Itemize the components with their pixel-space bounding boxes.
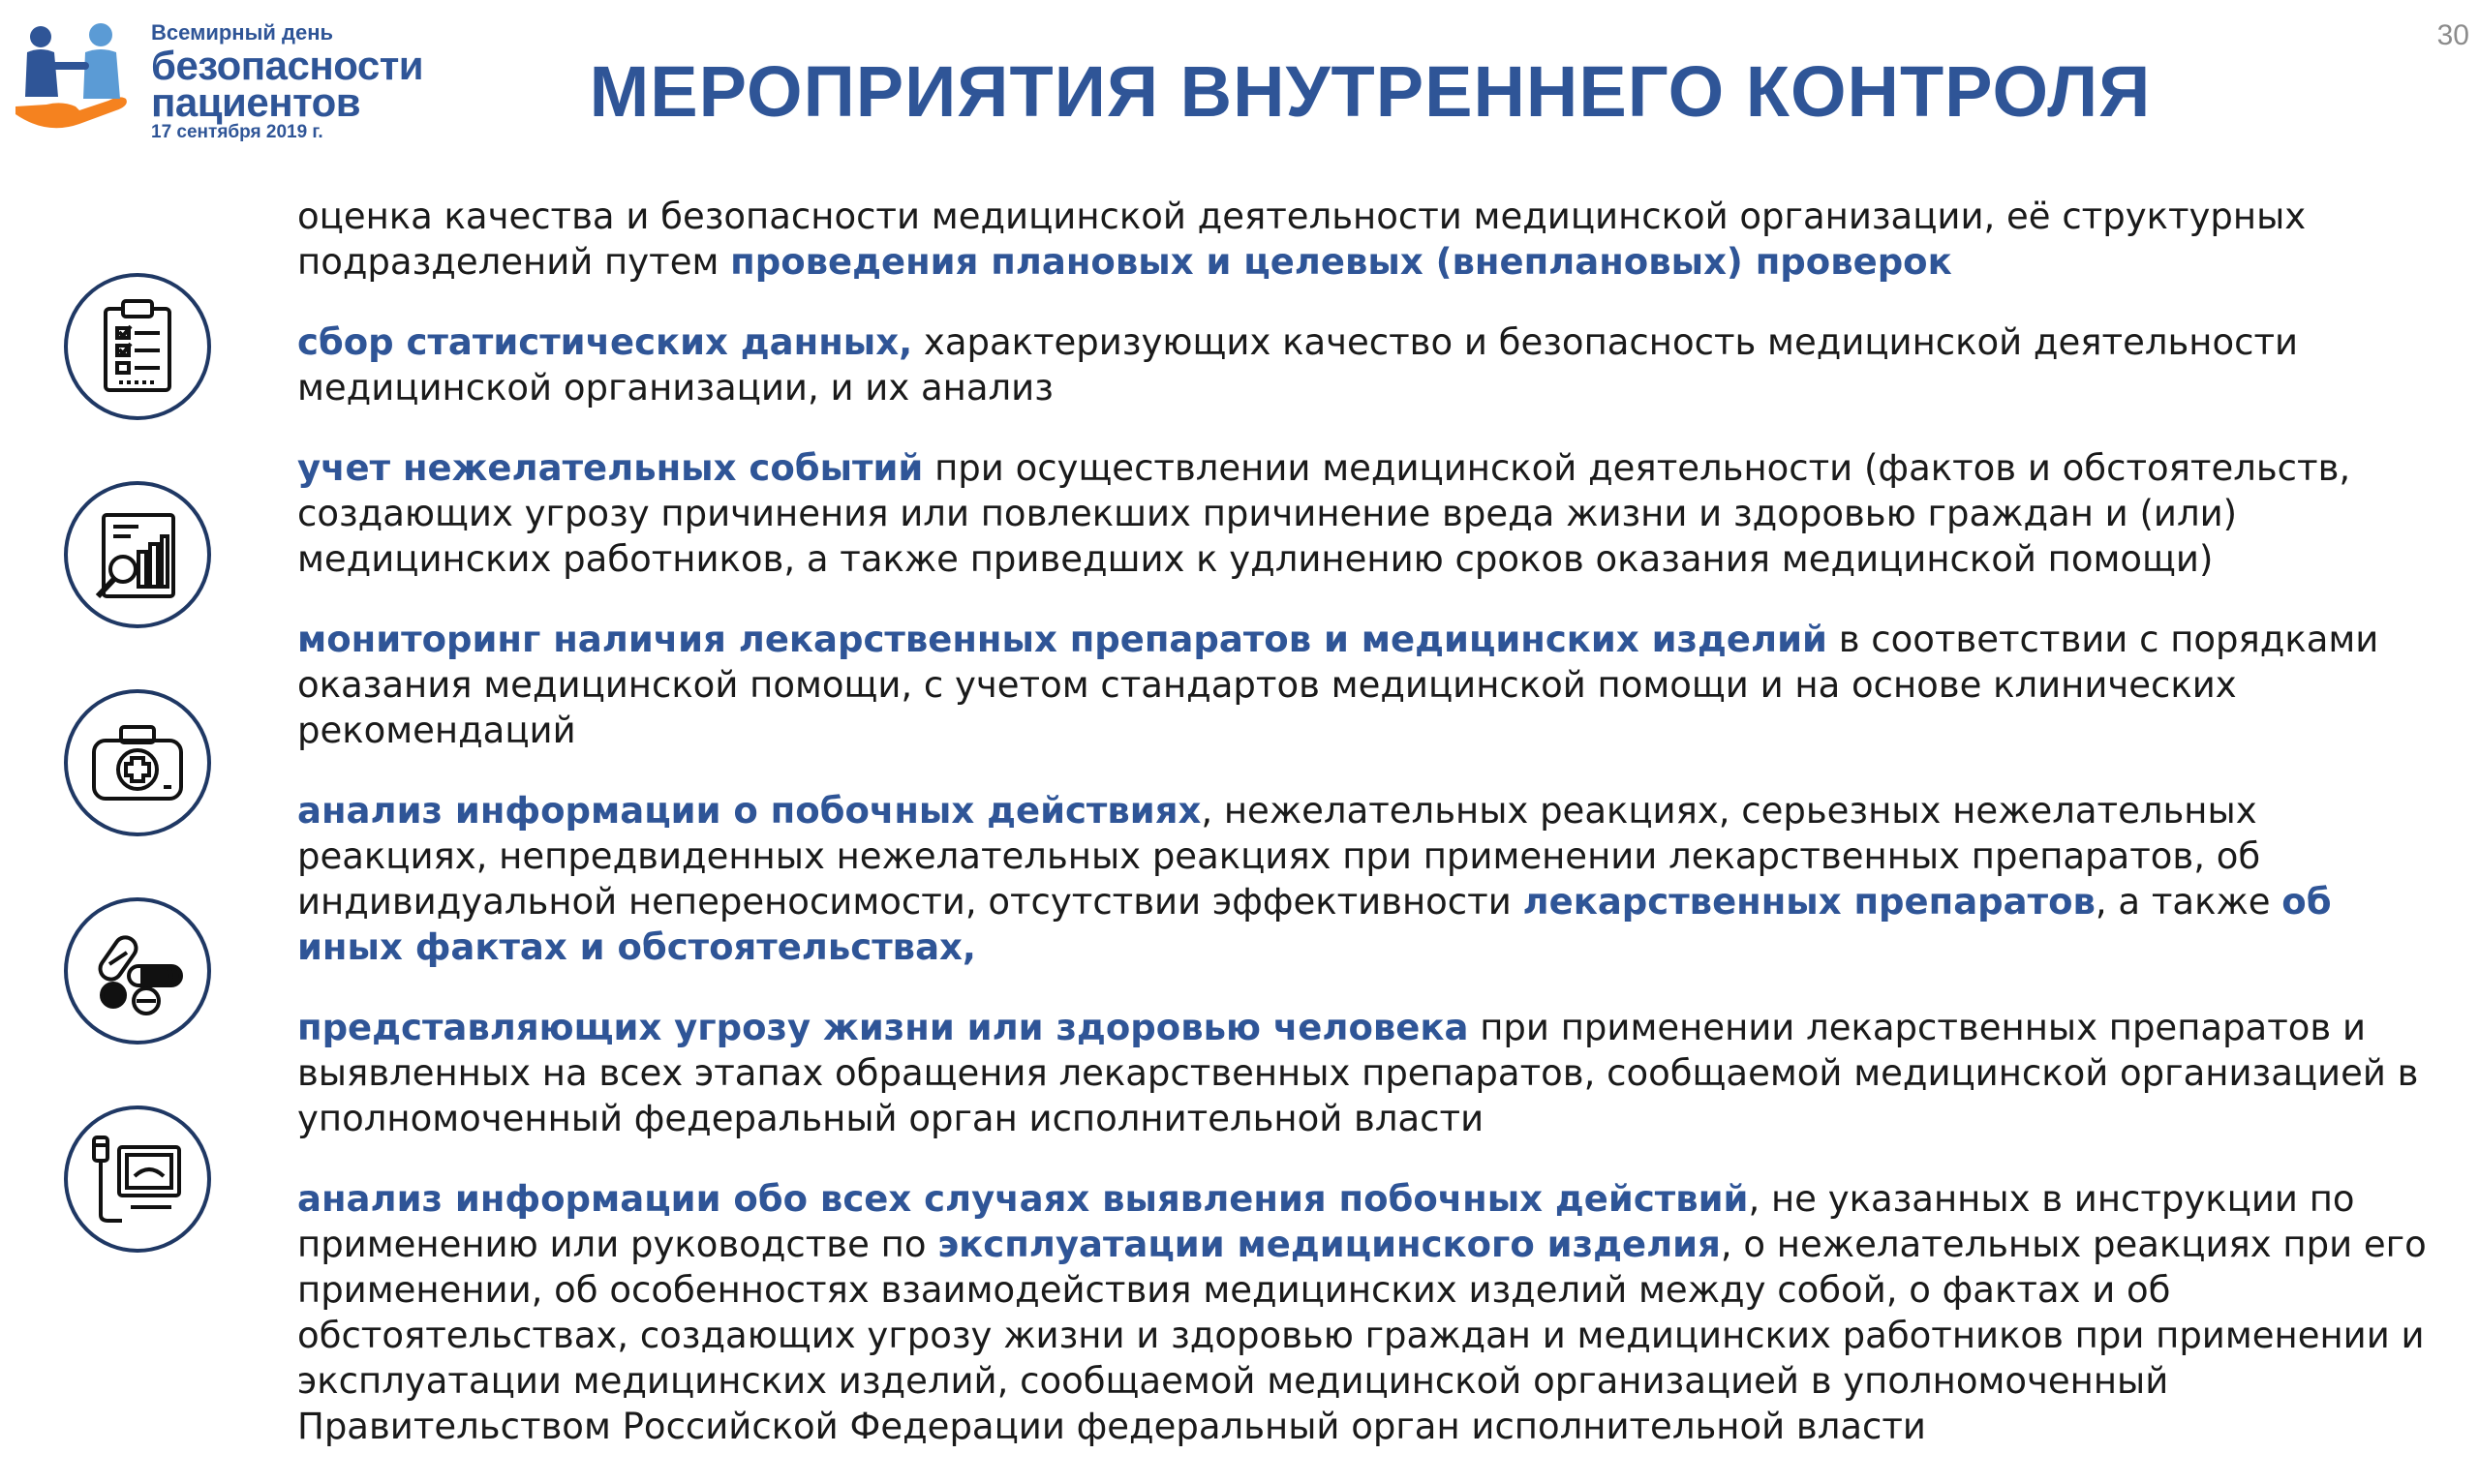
item-text: , а также xyxy=(2095,881,2282,923)
item-text: , не указанных в инструкции по применению или руководстве по xyxy=(297,1178,2355,1265)
medical-device-monitor-icon xyxy=(64,1105,211,1253)
icon-column xyxy=(64,273,217,1314)
item-highlight: анализ информации о побочных действиях xyxy=(297,790,1202,832)
pills-icon xyxy=(64,897,211,1045)
logo-line-1: Всемирный день xyxy=(151,20,334,45)
item-highlight: учет нежелательных событий xyxy=(297,447,924,489)
item-text: , нежелательных реакциях, серьезных нежелательных реакциях, непредвиденных нежелательных реакциях при применении лекарственных препаратов, об индивидуальной непереносимости, отсутствии эффективности xyxy=(297,790,2261,923)
logo-line-2: безопасности xyxy=(151,43,424,88)
first-aid-kit-icon xyxy=(64,689,211,836)
item-text: , о нежелательных реакциях при его применении, об особенностях взаимодействия медицинских изделий между собой, о фактах и об обстоятельствах, создающих угрозу жизни и здоровью граждан и медицинских работников при применении и эксплуатации медицинских изделий, сообщаемой медицинской организацией в уполномоченный Правительством Российской Федерации федеральный орган исполнительной власти xyxy=(297,1224,2427,1447)
measures-list xyxy=(297,194,2447,1484)
item-highlight: лекарственных препаратов xyxy=(1522,881,2096,923)
list-item xyxy=(297,617,2447,753)
item-highlight: мониторинг наличия лекарственных препаратов и медицинских изделий xyxy=(297,619,1827,660)
item-text: в соответствии с порядками оказания медицинской помощи, с учетом стандартов медицинской помощи и на основе клинических рекомендаций xyxy=(297,619,2379,751)
list-item xyxy=(297,788,2447,970)
item-text: при осуществлении медицинской деятельности (фактов и обстоятельств, создающих угрозу причинения или повлекших причинение вреда жизни и здоровью граждан и (или) медицинских работников, а также приведших к удлинению сроков оказания медицинской помощи) xyxy=(297,447,2351,580)
item-highlight: эксплуатации медицинского изделия xyxy=(937,1224,1721,1265)
page-number: 30 xyxy=(2436,19,2469,51)
item-text: характеризующих качество и безопасность медицинской деятельности медицинской организации, и их анализ xyxy=(297,321,2299,409)
list-item xyxy=(297,1005,2447,1141)
clipboard-checklist-icon xyxy=(64,273,211,420)
item-highlight: сбор статистических данных, xyxy=(297,321,913,363)
list-item xyxy=(297,1176,2447,1449)
logo-line-3: пациентов xyxy=(151,79,361,125)
item-highlight: представляющих угрозу жизни или здоровью человека xyxy=(297,1007,1469,1048)
list-item xyxy=(297,319,2447,410)
logo-date: 17 сентября 2019 г. xyxy=(151,122,323,142)
item-highlight: об иных фактах и обстоятельствах, xyxy=(297,881,2332,968)
item-text: при применении лекарственных препаратов и выявленных на всех этапах обращения лекарственных препаратов, сообщаемой медицинской организацией в уполномоченный федеральный орган исполнительной власти xyxy=(297,1007,2419,1139)
list-item xyxy=(297,445,2447,582)
page-title: МЕРОПРИЯТИЯ ВНУТРЕННЕГО КОНТРОЛЯ xyxy=(589,51,2152,132)
item-highlight: проведения плановых и целевых (внеплановых) проверок xyxy=(730,241,1952,283)
list-item xyxy=(297,194,2447,285)
report-analysis-icon xyxy=(64,481,211,628)
item-highlight: анализ информации обо всех случаях выявления побочных действий xyxy=(297,1178,1749,1220)
item-text: оценка качества и безопасности медицинской деятельности медицинской организации, её структурных подразделений путем xyxy=(297,196,2307,283)
